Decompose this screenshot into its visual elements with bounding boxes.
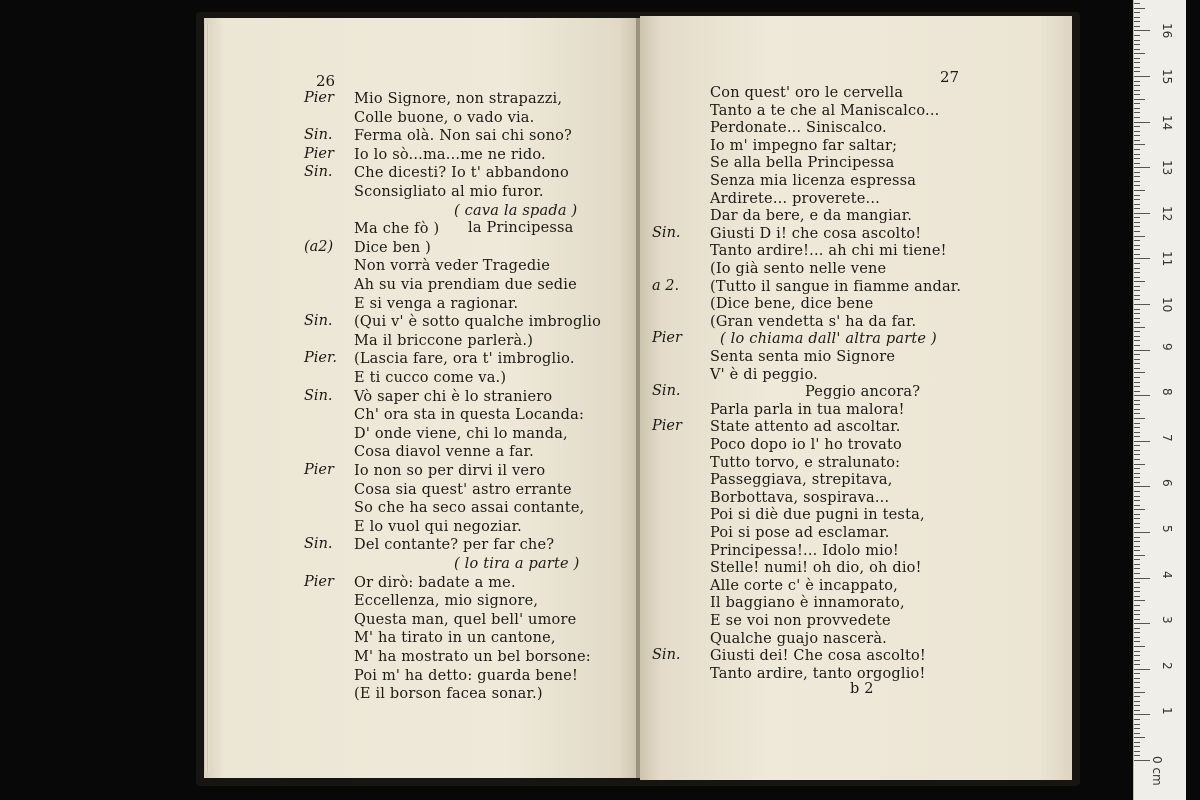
- speaker-label: (a2): [304, 238, 334, 255]
- ruler-tick: [1134, 185, 1140, 186]
- ruler-tick: [1134, 99, 1145, 100]
- ruler-tick: [1134, 67, 1140, 68]
- ruler-tick: [1134, 651, 1140, 652]
- ruler-tick: [1134, 742, 1140, 743]
- ruler-tick: [1134, 199, 1140, 200]
- ruler-tick: [1134, 436, 1140, 437]
- verse-line: Principessa!... Idolo mio!: [710, 542, 899, 559]
- ruler-tick: [1134, 94, 1140, 95]
- ruler-tick: [1134, 728, 1140, 729]
- verse-line: (Tutto il sangue in fiamme andar.: [710, 278, 962, 295]
- ruler-tick: [1134, 208, 1140, 209]
- ruler-tick: [1134, 49, 1140, 50]
- ruler-number: 6: [1160, 479, 1174, 488]
- ruler-tick: [1134, 395, 1150, 396]
- ruler-tick: [1134, 509, 1145, 510]
- page-number: 27: [940, 68, 960, 86]
- ruler-number: 15: [1160, 69, 1174, 85]
- ruler-tick: [1134, 268, 1140, 269]
- verse-line: Ardirete... proverete...: [710, 190, 880, 207]
- verse-line: M' ha tirato in un cantone,: [354, 630, 556, 647]
- ruler-tick: [1134, 628, 1140, 629]
- ruler-tick: [1134, 746, 1140, 747]
- ruler-tick: [1134, 578, 1150, 579]
- ruler-tick: [1134, 587, 1140, 588]
- ruler-tick: [1134, 701, 1140, 702]
- ruler-tick: [1134, 573, 1140, 574]
- ruler-tick: [1134, 632, 1140, 633]
- ruler-tick: [1134, 236, 1145, 237]
- ruler-number: 5: [1160, 525, 1174, 533]
- right-page: [640, 16, 1072, 780]
- verse-line: Colle buone, o vado via.: [354, 109, 535, 126]
- verse-line: Or dirò: badate a me.: [354, 574, 516, 591]
- ruler-tick: [1134, 53, 1145, 54]
- ruler-tick: [1134, 687, 1140, 688]
- ruler-tick: [1134, 637, 1140, 638]
- ruler-tick: [1134, 40, 1140, 41]
- speaker-label: a 2.: [652, 277, 680, 294]
- ruler-tick: [1134, 354, 1140, 355]
- ruler-tick: [1134, 523, 1140, 524]
- ruler-number: 4: [1160, 570, 1174, 579]
- ruler-tick: [1134, 359, 1140, 360]
- ruler-tick: [1134, 491, 1140, 492]
- ruler-tick: [1134, 400, 1140, 401]
- ruler-number: 16: [1160, 23, 1174, 39]
- ruler-tick: [1134, 71, 1140, 72]
- ruler-tick: [1134, 117, 1140, 118]
- ruler-tick: [1134, 427, 1140, 428]
- ruler-number: 2: [1160, 661, 1174, 670]
- ruler-tick: [1134, 496, 1140, 497]
- ruler-tick: [1134, 135, 1140, 136]
- ruler-tick: [1134, 90, 1140, 91]
- verse-line: E ti cucco come va.): [354, 370, 507, 386]
- ruler-tick: [1134, 336, 1140, 337]
- ruler-tick: [1134, 660, 1140, 661]
- ruler-tick: [1134, 58, 1140, 59]
- stage-direction: ( cava la spada ): [454, 202, 578, 219]
- verse-line: Tanto ardire, tanto orgoglio!: [710, 665, 926, 682]
- ruler-tick: [1134, 614, 1140, 615]
- ruler-tick: [1134, 714, 1150, 715]
- ruler-tick: [1134, 664, 1140, 665]
- ruler-tick: [1134, 295, 1140, 296]
- ruler-tick: [1134, 655, 1140, 656]
- ruler-number: 9: [1160, 342, 1174, 351]
- ruler-tick: [1134, 619, 1140, 620]
- verse-line: Ch' ora sta in questa Locanda:: [354, 407, 585, 424]
- ruler-number: 14: [1160, 114, 1174, 130]
- ruler-tick: [1134, 477, 1140, 478]
- speaker-label: Sin.: [304, 387, 333, 404]
- stage-direction: ( lo chiama dall' altra parte ): [720, 331, 937, 348]
- ruler-tick: [1134, 719, 1140, 720]
- ruler-tick: [1134, 550, 1140, 551]
- ruler-tick: [1134, 418, 1145, 419]
- ruler-tick: [1134, 555, 1145, 556]
- ruler-tick: [1134, 154, 1140, 155]
- ruler-tick: [1134, 299, 1140, 300]
- ruler-tick: [1134, 409, 1140, 410]
- verse-line: V' è di peggio.: [710, 366, 818, 383]
- ruler-tick: [1134, 673, 1140, 674]
- ruler-tick: [1134, 222, 1140, 223]
- ruler-tick: [1134, 190, 1145, 191]
- left-page: [204, 18, 636, 778]
- ruler-tick: [1134, 226, 1140, 227]
- ruler-tick: [1134, 254, 1140, 255]
- speaker-label: Pier: [304, 145, 334, 162]
- ruler-tick: [1134, 518, 1140, 519]
- ruler-number: 13: [1160, 160, 1174, 176]
- speaker-label: Sin.: [304, 164, 333, 181]
- speaker-label: Pier: [304, 90, 334, 106]
- ruler-tick: [1134, 641, 1140, 642]
- speaker-label: Sin.: [652, 224, 681, 241]
- verse-line: Se alla bella Principessa: [710, 155, 895, 172]
- ruler-tick: [1134, 724, 1140, 725]
- verse-line: Giusti dei! Che cosa ascolto!: [710, 648, 926, 665]
- ruler-tick: [1134, 281, 1145, 282]
- ruler-tick: [1134, 149, 1140, 150]
- ruler-tick: [1134, 450, 1140, 451]
- speaker-label: Sin.: [304, 127, 333, 144]
- verse-line: Poi m' ha detto: guarda bene!: [354, 667, 578, 684]
- bracket-text: la Principessa: [468, 220, 574, 236]
- ruler-tick: [1134, 404, 1140, 405]
- verse-line: Io m' impegno far saltar;: [710, 137, 898, 154]
- verse-line: Del contante? per far che?: [354, 537, 555, 554]
- ruler-tick: [1134, 468, 1140, 469]
- verse-line: Parla parla in tua malora!: [710, 401, 905, 418]
- ruler-tick: [1134, 669, 1150, 670]
- verse-line: Peggio ancora?: [805, 384, 921, 401]
- ruler-tick: [1134, 30, 1150, 31]
- ruler-tick: [1134, 514, 1140, 515]
- verse-line: Passeggiava, strepitava,: [710, 472, 893, 489]
- verse-line: Ma il briccone parlerà.): [354, 332, 534, 349]
- verse-line: E lo vuol qui negoziar.: [354, 518, 522, 535]
- ruler-tick: [1134, 21, 1140, 22]
- verse-line: Giusti D i! che cosa ascolto!: [710, 225, 922, 242]
- ruler-tick: [1134, 8, 1145, 9]
- verse-line: Il baggiano è innamorato,: [710, 595, 905, 612]
- ruler-tick: [1134, 26, 1140, 27]
- ruler-tick: [1134, 17, 1140, 18]
- ruler-tick: [1134, 678, 1140, 679]
- ruler-tick: [1134, 181, 1140, 182]
- ruler-tick: [1134, 546, 1140, 547]
- verse-line: State attento ad ascoltar.: [710, 419, 901, 436]
- ruler-tick: [1134, 705, 1140, 706]
- ruler-tick: [1134, 382, 1140, 383]
- ruler-tick: [1134, 596, 1140, 597]
- verse-line: Poco dopo io l' ho trovato: [710, 437, 902, 453]
- ruler-tick: [1134, 527, 1140, 528]
- ruler-unit-label: 0 cm: [1150, 756, 1164, 786]
- ruler-tick: [1134, 176, 1140, 177]
- verse-line: Poi si pose ad esclamar.: [710, 525, 890, 541]
- verse-line: Dar da bere, e da mangiar.: [710, 208, 913, 225]
- ruler-tick: [1134, 372, 1145, 373]
- verse-line: (Io già sento nelle vene: [710, 261, 887, 277]
- ruler-tick: [1134, 144, 1145, 145]
- verse-line: Stelle! numi! oh dio, oh dio!: [710, 560, 922, 577]
- verse-line: Tanto ardire!... ah chi mi tiene!: [710, 243, 947, 260]
- ruler-tick: [1134, 263, 1140, 264]
- ruler-tick: [1134, 591, 1140, 592]
- ruler-tick: [1134, 432, 1140, 433]
- ruler-number: 11: [1160, 251, 1174, 267]
- ruler-tick: [1134, 140, 1140, 141]
- ruler-tick: [1134, 454, 1140, 455]
- verse-line: Tutto torvo, e stralunato:: [710, 454, 901, 471]
- ruler-tick: [1134, 541, 1140, 542]
- speaker-label: Sin.: [304, 313, 333, 330]
- ruler-tick: [1134, 445, 1140, 446]
- verse-line: Qualche guajo nascerà.: [710, 630, 887, 647]
- ruler-tick: [1134, 76, 1150, 77]
- verse-line: Vò saper chi è lo straniero: [354, 388, 553, 405]
- verse-line: Cosa sia quest' astro errante: [354, 481, 572, 498]
- verse-line: E si venga a ragionar.: [354, 295, 519, 312]
- ruler-tick: [1134, 386, 1140, 387]
- verse-line: Io lo sò...ma...me ne rido.: [354, 146, 546, 163]
- ruler-tick: [1134, 85, 1140, 86]
- verse-line: (Gran vendetta s' ha da far.: [710, 313, 917, 330]
- ruler-tick: [1134, 290, 1140, 291]
- ruler-tick: [1134, 304, 1150, 305]
- ruler-tick: [1134, 112, 1140, 113]
- verse-line: Eccellenza, mio signore,: [354, 593, 539, 610]
- ruler-tick: [1134, 692, 1145, 693]
- speaker-label: Pier: [652, 330, 682, 347]
- ruler-tick: [1134, 62, 1140, 63]
- ruler-tick: [1134, 158, 1140, 159]
- verse-line: Ferma olà. Non sai chi sono?: [354, 128, 573, 145]
- verse-line: Ma che fò ): [354, 221, 440, 238]
- ruler-tick: [1134, 413, 1140, 414]
- ruler-tick: [1134, 340, 1140, 341]
- ruler-tick: [1134, 108, 1140, 109]
- ruler-tick: [1134, 537, 1140, 538]
- verse-line: Senta senta mio Signore: [710, 349, 896, 365]
- ruler-tick: [1134, 710, 1140, 711]
- ruler-number: 12: [1160, 205, 1174, 222]
- ruler-tick: [1134, 646, 1145, 647]
- ruler-tick: [1134, 350, 1150, 351]
- ruler-tick: [1134, 482, 1140, 483]
- page-number: 26: [316, 72, 336, 90]
- ruler-tick: [1134, 682, 1140, 683]
- ruler-tick: [1134, 500, 1140, 501]
- verse-line: D' onde viene, chi lo manda,: [354, 425, 568, 442]
- ruler-tick: [1134, 286, 1140, 287]
- ruler-tick: [1134, 582, 1140, 583]
- speaker-label: Sin.: [652, 383, 681, 400]
- measuring-ruler: [1133, 0, 1186, 800]
- ruler-tick: [1134, 195, 1140, 196]
- ruler-tick: [1134, 318, 1140, 319]
- ruler-tick: [1134, 313, 1140, 314]
- verse-line: Mio Signore, non strapazzi,: [354, 91, 563, 107]
- ruler-tick: [1134, 167, 1150, 168]
- verse-line: Sconsigliato al mio furor.: [354, 184, 544, 200]
- speaker-label: Pier: [652, 418, 682, 435]
- stage-direction: ( lo tira a parte ): [454, 556, 580, 572]
- ruler-tick: [1134, 204, 1140, 205]
- ruler-tick: [1134, 172, 1140, 173]
- ruler-tick: [1134, 322, 1140, 323]
- ruler-tick: [1134, 126, 1140, 127]
- ruler-tick: [1134, 3, 1140, 4]
- verse-line: (Lascia fare, ora t' imbroglio.: [354, 351, 575, 368]
- ruler-number: 7: [1160, 433, 1174, 442]
- verse-line: Ah su via prendiam due sedie: [354, 277, 577, 293]
- ruler-tick: [1134, 258, 1150, 259]
- verse-line: Poi si diè due pugni in testa,: [710, 507, 925, 524]
- ruler-number: 10: [1160, 297, 1174, 313]
- ruler-tick: [1134, 760, 1150, 761]
- ruler-number: 3: [1160, 616, 1174, 624]
- ruler-tick: [1134, 486, 1150, 487]
- verse-line: M' ha mostrato un bel borsone:: [354, 649, 591, 665]
- verse-line: (Dice bene, dice bene: [710, 296, 874, 313]
- ruler-tick: [1134, 217, 1140, 218]
- verse-line: (Qui v' è sotto qualche imbroglio: [354, 314, 602, 331]
- ruler-tick: [1134, 272, 1140, 273]
- ruler-tick: [1134, 751, 1140, 752]
- ruler-tick: [1134, 568, 1140, 569]
- speaker-label: Sin.: [652, 647, 681, 664]
- verse-line: Questa man, quel bell' umore: [354, 611, 577, 628]
- ruler-tick: [1134, 327, 1145, 328]
- ruler-tick: [1134, 213, 1150, 214]
- verse-line: Dice ben ): [354, 239, 432, 256]
- ruler-tick: [1134, 363, 1140, 364]
- verse-line: E se voi non provvedete: [710, 613, 891, 629]
- ruler-tick: [1134, 564, 1140, 565]
- verse-line: Perdonate... Siniscalco.: [710, 120, 887, 137]
- ruler-tick: [1134, 240, 1140, 241]
- ruler-tick: [1134, 737, 1145, 738]
- ruler-tick: [1134, 610, 1140, 611]
- ruler-tick: [1134, 532, 1150, 533]
- ruler-tick: [1134, 231, 1140, 232]
- ruler-tick: [1134, 464, 1145, 465]
- ruler-tick: [1134, 131, 1140, 132]
- ruler-tick: [1134, 423, 1140, 424]
- ruler-number: 1: [1160, 707, 1174, 716]
- ruler-tick: [1134, 81, 1140, 82]
- speaker-label: Pier: [304, 573, 334, 590]
- ruler-tick: [1134, 441, 1150, 442]
- ruler-tick: [1134, 103, 1140, 104]
- page-edges: [204, 24, 210, 772]
- ruler-tick: [1134, 755, 1140, 756]
- ruler-number: 8: [1160, 388, 1174, 396]
- ruler-tick: [1134, 623, 1150, 624]
- ruler-tick: [1134, 733, 1140, 734]
- verse-line: Non vorrà veder Tragedie: [354, 258, 550, 275]
- speaker-label: Pier.: [304, 350, 337, 367]
- ruler-tick: [1134, 473, 1140, 474]
- speaker-label: Pier: [304, 462, 334, 478]
- verse-line: Io non so per dirvi il vero: [354, 463, 546, 479]
- verse-line: Alle corte c' è incappato,: [710, 577, 898, 594]
- ruler-tick: [1134, 368, 1140, 369]
- ruler-tick: [1134, 122, 1150, 123]
- ruler-tick: [1134, 600, 1145, 601]
- verse-line: Borbottava, sospirava...: [710, 489, 890, 506]
- ruler-tick: [1134, 605, 1140, 606]
- ruler-tick: [1134, 505, 1140, 506]
- speaker-label: Sin.: [304, 536, 333, 553]
- ruler-tick: [1134, 345, 1140, 346]
- ruler-tick: [1134, 377, 1140, 378]
- verse-line: Senza mia licenza espressa: [710, 173, 917, 189]
- verse-line: (E il borson facea sonar.): [354, 686, 543, 703]
- verse-line: So che ha seco assai contante,: [354, 500, 585, 517]
- ruler-tick: [1134, 277, 1140, 278]
- ruler-tick: [1134, 331, 1140, 332]
- ruler-tick: [1134, 696, 1140, 697]
- ruler-tick: [1134, 249, 1140, 250]
- verse-line: Cosa diavol venne a far.: [354, 444, 534, 461]
- verse-line: Con quest' oro le cervella: [710, 85, 904, 101]
- ruler-tick: [1134, 12, 1140, 13]
- ruler-tick: [1134, 459, 1140, 460]
- signature-mark: b 2: [850, 681, 874, 697]
- ruler-tick: [1134, 44, 1140, 45]
- ruler-tick: [1134, 35, 1140, 36]
- ruler-tick: [1134, 309, 1140, 310]
- ruler-tick: [1134, 391, 1140, 392]
- verse-line: Che dicesti? Io t' abbandono: [354, 165, 569, 182]
- ruler-tick: [1134, 559, 1140, 560]
- ruler-tick: [1134, 163, 1140, 164]
- ruler-tick: [1134, 245, 1140, 246]
- verse-line: Tanto a te che al Maniscalco...: [710, 102, 940, 119]
